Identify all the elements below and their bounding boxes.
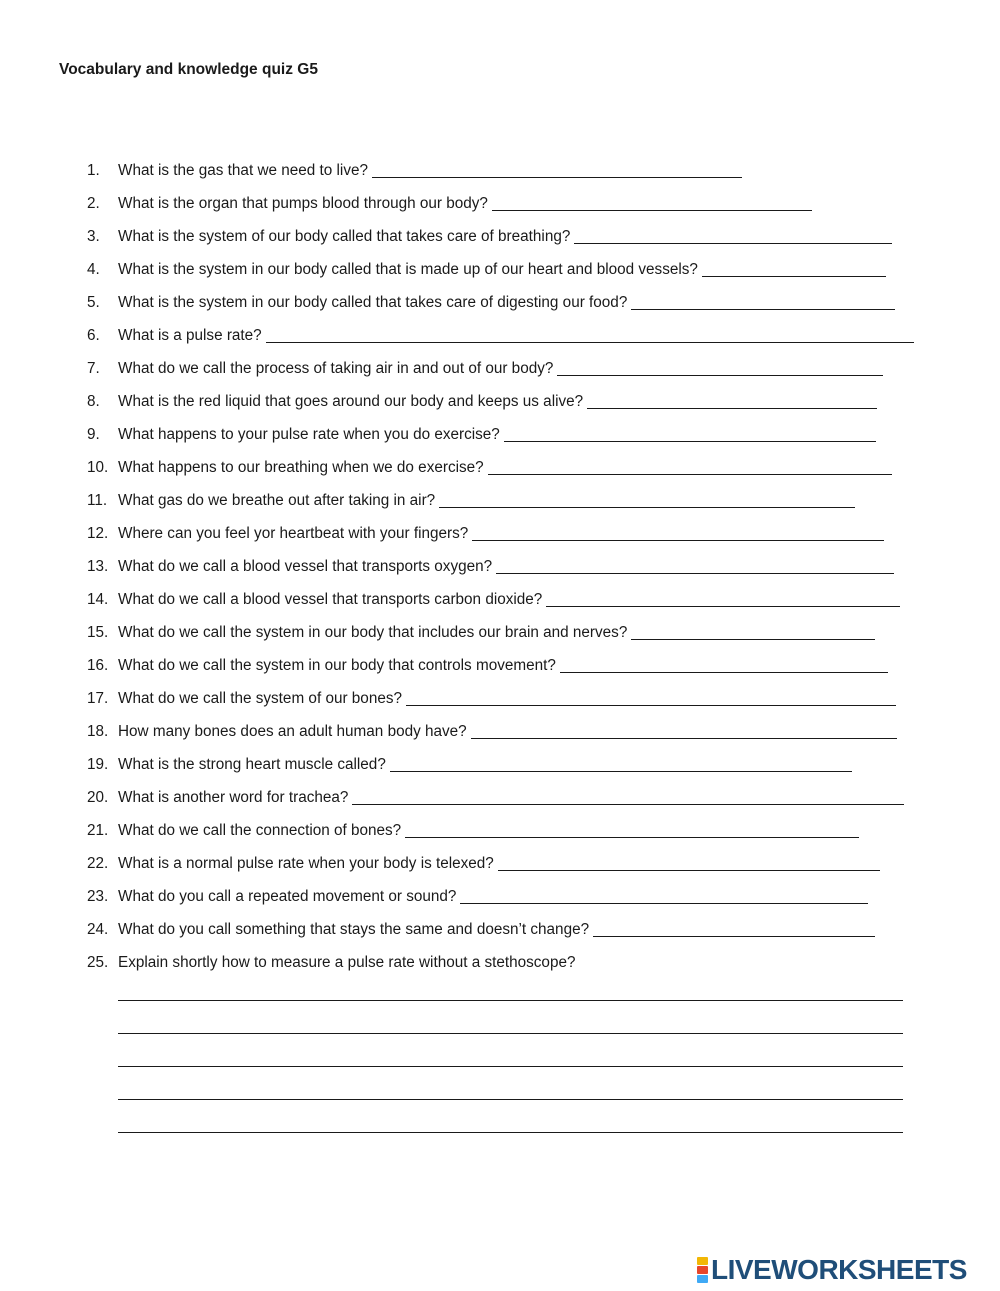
question-item [87,818,947,840]
question-number: 13. [87,558,109,575]
answer-blank[interactable] [574,243,892,244]
question-item [87,587,947,609]
question-text: What is another word for trachea? [118,789,349,806]
question-text: What happens to our breathing when we do exercise? [118,459,484,476]
question-number: 7. [87,360,100,377]
question-item [87,851,947,873]
logo-block-icon [697,1257,708,1265]
question-number: 5. [87,294,100,311]
question-item [87,224,947,246]
question-item [87,950,947,972]
question-text: Where can you feel yor heartbeat with your fingers? [118,525,469,542]
question-number: 15. [87,624,109,641]
question-number: 2. [87,195,100,212]
question-item [87,389,947,411]
question-number: 23. [87,888,109,905]
question-text: What is a pulse rate? [118,327,262,344]
liveworksheets-logo [697,1255,967,1285]
answer-blank[interactable] [546,606,900,607]
question-item [87,554,947,576]
answer-blank[interactable] [266,342,914,343]
answer-blank[interactable] [390,771,852,772]
question-text: What do we call a blood vessel that transports carbon dioxide? [118,591,543,608]
question-text: What do we call the connection of bones? [118,822,402,839]
question-text: What do we call the system in our body that controls movement? [118,657,556,674]
logo-block-icon [697,1266,708,1274]
question-number: 20. [87,789,109,806]
question-text: What do you call a repeated movement or sound? [118,888,457,905]
answer-blank[interactable] [488,474,892,475]
answer-blank[interactable] [471,738,897,739]
answer-blank[interactable] [460,903,868,904]
question-text: What is a normal pulse rate when your body is telexed? [118,855,494,872]
question-text: How many bones does an adult human body have? [118,723,467,740]
question-text: What is the organ that pumps blood through our body? [118,195,488,212]
logo-text: LIVEWORKSHEETS [711,1254,967,1285]
question-item [87,191,947,213]
question-item [87,719,947,741]
question-text: What do we call the process of taking air in and out of our body? [118,360,554,377]
answer-line[interactable] [118,1099,903,1100]
question-item [87,455,947,477]
answer-blank[interactable] [560,672,888,673]
question-number: 17. [87,690,109,707]
answer-line[interactable] [118,1132,903,1133]
logo-icon [697,1257,708,1283]
question-item [87,356,947,378]
question-item [87,422,947,444]
question-text: What happens to your pulse rate when you do exercise? [118,426,500,443]
question-text: What do we call the system in our body that includes our brain and nerves? [118,624,628,641]
question-number: 6. [87,327,100,344]
question-number: 8. [87,393,100,410]
question-number: 12. [87,525,109,542]
question-item [87,686,947,708]
question-number: 4. [87,261,100,278]
answer-blank[interactable] [498,870,880,871]
question-number: 18. [87,723,109,740]
question-item [87,158,947,180]
answer-blank[interactable] [504,441,876,442]
question-text: What is the system of our body called that takes care of breathing? [118,228,571,245]
answer-line[interactable] [118,1000,903,1001]
question-text: What do you call something that stays the same and doesn’t change? [118,921,590,938]
answer-blank[interactable] [631,639,875,640]
question-number: 24. [87,921,109,938]
answer-blank[interactable] [492,210,812,211]
question-item [87,257,947,279]
logo-block-icon [697,1275,708,1283]
answer-blank[interactable] [352,804,904,805]
answer-blank[interactable] [557,375,883,376]
question-number: 1. [87,162,100,179]
question-text: What is the gas that we need to live? [118,162,368,179]
answer-blank[interactable] [631,309,895,310]
question-item [87,653,947,675]
question-number: 9. [87,426,100,443]
question-number: 22. [87,855,109,872]
question-number: 11. [87,492,108,509]
answer-blank[interactable] [702,276,886,277]
answer-blank[interactable] [372,177,742,178]
question-item [87,521,947,543]
question-text: What gas do we breathe out after taking in air? [118,492,436,509]
answer-line[interactable] [118,1033,903,1034]
question-item [87,884,947,906]
question-number: 10. [87,459,109,476]
question-number: 19. [87,756,109,773]
question-number: 21. [87,822,109,839]
question-item [87,752,947,774]
worksheet-title: Vocabulary and knowledge quiz G5 [59,61,318,78]
question-item [87,917,947,939]
answer-blank[interactable] [439,507,855,508]
answer-blank[interactable] [405,837,859,838]
question-item [87,785,947,807]
question-item [87,290,947,312]
question-number: 25. [87,954,109,971]
question-text: What is the strong heart muscle called? [118,756,386,773]
question-text: What is the system in our body called that takes care of digesting our food? [118,294,628,311]
answer-blank[interactable] [472,540,884,541]
answer-blank[interactable] [406,705,896,706]
question-text: What is the system in our body called that is made up of our heart and blood vessels? [118,261,698,278]
question-item [87,488,947,510]
answer-blank[interactable] [496,573,894,574]
question-number: 14. [87,591,109,608]
question-item [87,323,947,345]
question-number: 16. [87,657,109,674]
answer-line[interactable] [118,1066,903,1067]
answer-blank[interactable] [593,936,875,937]
question-number: 3. [87,228,100,245]
question-text: What is the red liquid that goes around our body and keeps us alive? [118,393,584,410]
question-item [87,620,947,642]
question-text: What do we call a blood vessel that transports oxygen? [118,558,493,575]
question-text: Explain shortly how to measure a pulse rate without a stethoscope? [118,954,576,971]
question-text: What do we call the system of our bones? [118,690,402,707]
answer-blank[interactable] [587,408,877,409]
